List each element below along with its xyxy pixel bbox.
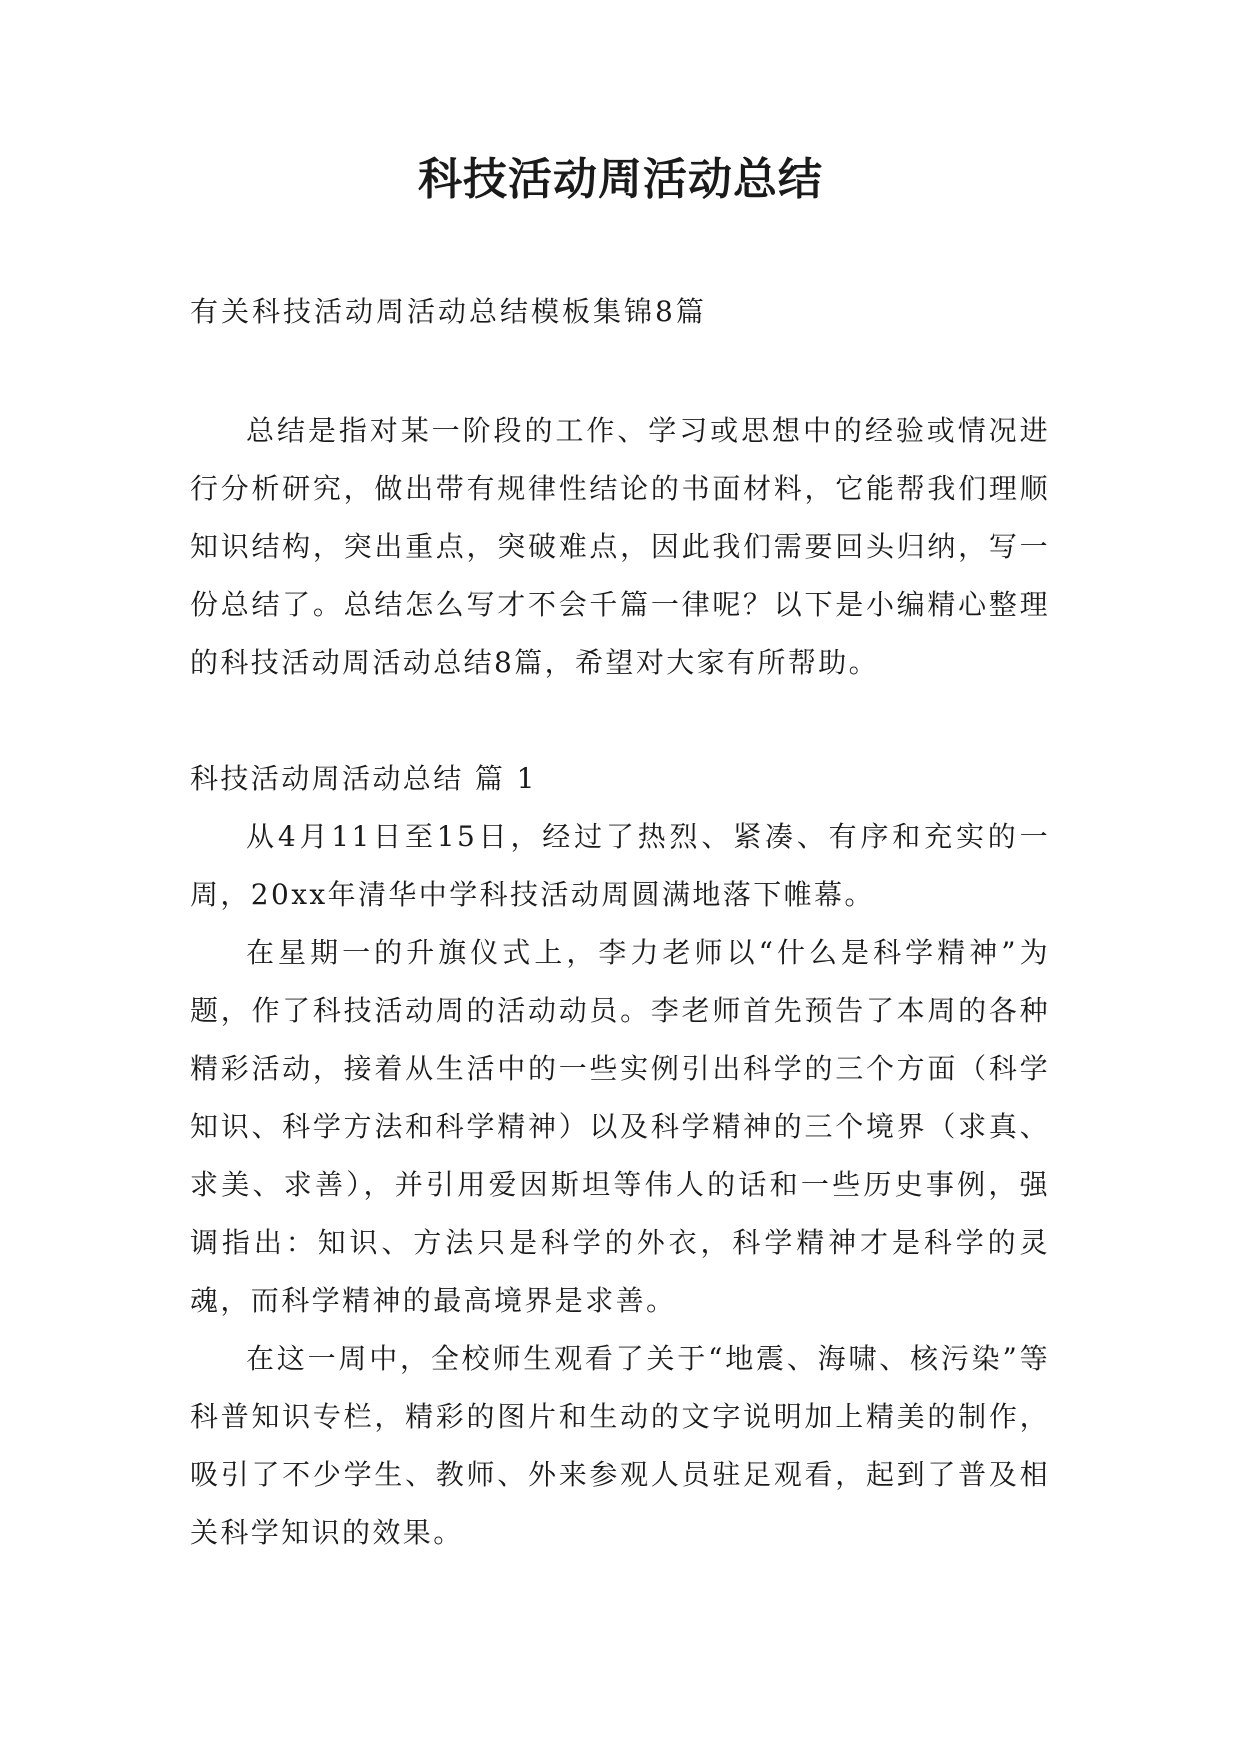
section-heading: 科技活动周活动总结 篇 1 (190, 762, 537, 795)
section-1 (190, 750, 1050, 1562)
body-paragraph: 从4月11日至15日，经过了热烈、紧凑、有序和充实的一周，20xx年清华中学科技活动周圆满地落下帷幕。 (190, 820, 1050, 911)
document-subtitle: 有关科技活动周活动总结模板集锦8篇 (190, 295, 707, 328)
document-title: 科技活动周活动总结 (418, 154, 823, 205)
intro-block (190, 402, 1050, 692)
intro-paragraph: 总结是指对某一阶段的工作、学习或思想中的经验或情况进行分析研究，做出带有规律性结论的书面材料，它能帮我们理顺知识结构，突出重点，突破难点，因此我们需要回头归纳，写一份总结了。总结怎么写才不会千篇一律呢？以下是小编精心整理的科技活动周活动总结8篇，希望对大家有所帮助。 (190, 414, 1050, 679)
body-paragraph: 在这一周中，全校师生观看了关于“地震、海啸、核污染”等科普知识专栏，精彩的图片和生动的文字说明加上精美的制作，吸引了不少学生、教师、外来参观人员驻足观看，起到了普及相关科学知识的效果。 (190, 1342, 1050, 1549)
body-paragraph: 在星期一的升旗仪式上，李力老师以“什么是科学精神”为题，作了科技活动周的活动动员。李老师首先预告了本周的各种精彩活动，接着从生活中的一些实例引出科学的三个方面（科学知识、科学方法和科学精神）以及科学精神的三个境界（求真、求美、求善），并引用爱因斯坦等伟人的话和一些历史事例，强调指出：知识、方法只是科学的外衣，科学精神才是科学的灵魂，而科学精神的最高境界是求善。 (190, 936, 1050, 1317)
